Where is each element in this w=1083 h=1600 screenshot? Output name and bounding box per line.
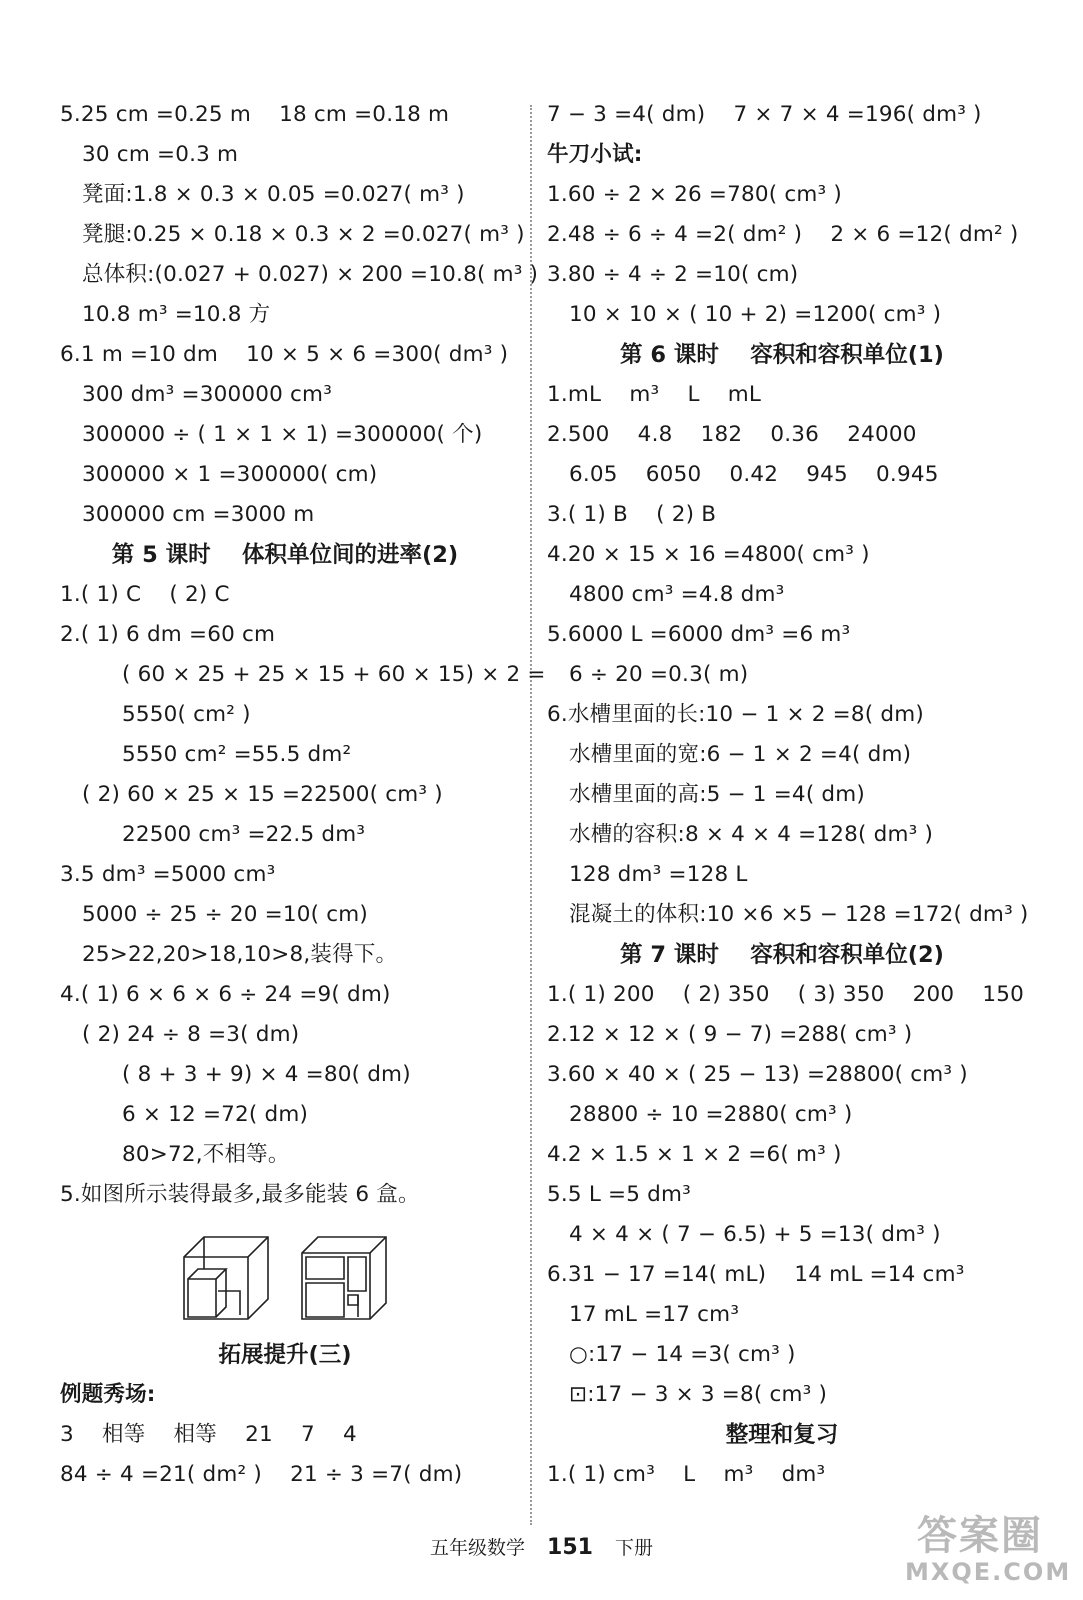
answer-line: 6.31 − 17 =14( mL) 14 mL =14 cm³	[547, 1262, 965, 1287]
answer-line: 300000 ÷ ( 1 × 1 × 1) =300000( 个)	[82, 422, 483, 447]
answer-line: 水槽里面的高:5 − 1 =4( dm)	[569, 782, 866, 807]
answer-line: 3.60 × 40 × ( 25 − 13) =28800( cm³ )	[547, 1062, 968, 1087]
section-heading: 第 7 课时 容积和容积单位(2)	[620, 942, 944, 968]
cube-edge-4	[306, 1283, 344, 1317]
cube-edge-3	[188, 1279, 216, 1317]
answer-line: 4800 cm³ =4.8 dm³	[569, 582, 785, 607]
answer-line: 混凝土的体积:10 ×6 ×5 − 128 =172( dm³ )	[569, 902, 1029, 927]
answer-line: 25>22,20>18,10>8,装得下。	[82, 942, 398, 967]
answer-line: 5550 cm² =55.5 dm²	[122, 742, 352, 767]
answer-line: 4.( 1) 6 × 6 × 6 ÷ 24 =9( dm)	[60, 982, 391, 1007]
answer-line: 5550( cm² )	[122, 702, 251, 727]
answer-line: 6.1 m =10 dm 10 × 5 × 6 =300( dm³ )	[60, 342, 509, 367]
cube-edge-3	[306, 1257, 344, 1279]
watermark-title: 答案圈	[917, 1513, 1043, 1559]
left-column	[60, 95, 546, 1495]
answer-line: 6.05 6050 0.42 945 0.945	[569, 462, 939, 487]
answer-line: 28800 ÷ 10 =2880( cm³ )	[569, 1102, 853, 1127]
answer-line: 4.20 × 15 × 16 =4800( cm³ )	[547, 542, 870, 567]
cube-edge-1	[184, 1237, 268, 1257]
answer-line: 凳腿:0.25 × 0.18 × 0.3 × 2 =0.027( m³ )	[82, 222, 525, 247]
section-heading: 第 6 课时 容积和容积单位(1)	[620, 342, 944, 368]
answer-line: 300000 cm =3000 m	[82, 502, 315, 527]
answer-line: 300 dm³ =300000 cm³	[82, 382, 333, 407]
page-number: 151	[547, 1535, 593, 1560]
answer-line: 300000 × 1 =300000( cm)	[82, 462, 378, 487]
answer-line: 1.60 ÷ 2 × 26 =780( cm³ )	[547, 182, 842, 207]
answer-line: 128 dm³ =128 L	[569, 862, 748, 887]
answer-line: 2.12 × 12 × ( 9 − 7) =288( cm³ )	[547, 1022, 913, 1047]
answer-line: 1.( 1) C ( 2) C	[60, 582, 230, 607]
watermark	[905, 1513, 1072, 1592]
section-heading: 第 5 课时 体积单位间的进率(2)	[111, 542, 459, 568]
answer-line: 总体积:(0.027 + 0.027) × 200 =10.8( m³ )	[82, 262, 539, 287]
footer-subject: 五年级数学	[430, 1537, 526, 1559]
answer-line: 5000 ÷ 25 ÷ 20 =10( cm)	[82, 902, 368, 927]
answer-line: 80>72,不相等。	[122, 1142, 290, 1167]
answer-line: 7 − 3 =4( dm) 7 × 7 × 4 =196( dm³ )	[547, 102, 982, 127]
box-figure-2	[298, 1229, 390, 1321]
right-column	[547, 95, 1029, 1495]
answer-line: 10.8 m³ =10.8 方	[82, 302, 271, 327]
answer-line: 4.2 × 1.5 × 1 × 2 =6( m³ )	[547, 1142, 842, 1167]
cube-edge-4	[188, 1269, 226, 1279]
answer-line: 22500 cm³ =22.5 dm³	[122, 822, 366, 847]
answer-line: ( 2) 24 ÷ 8 =3( dm)	[82, 1022, 300, 1047]
answer-line: 6.水槽里面的长:10 − 1 × 2 =8( dm)	[547, 702, 924, 727]
answer-line: 2.( 1) 6 dm =60 cm	[60, 622, 276, 647]
answer-line: ( 2) 60 × 25 × 15 =22500( cm³ )	[82, 782, 443, 807]
answer-line: 凳面:1.8 × 0.3 × 0.05 =0.027( m³ )	[82, 182, 465, 207]
answer-line: 84 ÷ 4 =21( dm² ) 21 ÷ 3 =7( dm)	[60, 1462, 463, 1487]
answer-line: ( 8 + 3 + 9) × 4 =80( dm)	[122, 1062, 411, 1087]
answer-line: 3.80 ÷ 4 ÷ 2 =10( cm)	[547, 262, 799, 287]
answer-line: 6 ÷ 20 =0.3( m)	[569, 662, 749, 687]
answer-line: 2.48 ÷ 6 ÷ 4 =2( dm² ) 2 × 6 =12( dm² )	[547, 222, 1019, 247]
answer-line: 5.6000 L =6000 dm³ =6 m³	[547, 622, 851, 647]
answer-line: 4 × 4 × ( 7 − 6.5) + 5 =13( dm³ )	[569, 1222, 941, 1247]
answer-line: 5.如图所示装得最多,最多能装 6 盒。	[60, 1182, 420, 1207]
column-divider	[530, 105, 532, 1525]
answer-line: 1.( 1) cm³ L m³ dm³	[547, 1462, 826, 1487]
answer-line: 6 × 12 =72( dm)	[122, 1102, 309, 1127]
cube-edge-5	[216, 1269, 226, 1317]
answer-line: 17 mL =17 cm³	[569, 1302, 740, 1327]
answer-line: ⊡:17 − 3 × 3 =8( cm³ )	[569, 1382, 828, 1407]
answer-line: ○:17 − 14 =3( cm³ )	[569, 1342, 796, 1367]
answer-line: 1.( 1) 200 ( 2) 350 ( 3) 350 200 150	[547, 982, 1025, 1007]
answer-line: 水槽里面的宽:6 − 1 × 2 =4( dm)	[569, 742, 912, 767]
answer-line: 5.5 L =5 dm³	[547, 1182, 691, 1207]
answer-line: 1.mL m³ L mL	[547, 382, 762, 407]
answer-line: 3.5 dm³ =5000 cm³	[60, 862, 276, 887]
answer-line: 30 cm =0.3 m	[82, 142, 239, 167]
answer-line: ( 60 × 25 + 25 × 15 + 60 × 15) × 2 =	[122, 662, 546, 687]
answer-line: 3.( 1) B ( 2) B	[547, 502, 717, 527]
subsection-label: 例题秀场:	[60, 1382, 156, 1407]
subsection-label: 牛刀小试:	[547, 142, 643, 167]
cube-edge-5	[348, 1257, 366, 1291]
answer-line: 10 × 10 × ( 10 + 2) =1200( cm³ )	[569, 302, 942, 327]
answer-line: 2.500 4.8 182 0.36 24000	[547, 422, 917, 447]
box-packing-figures	[60, 1215, 510, 1335]
section-heading: 拓展提升(三)	[218, 1342, 352, 1368]
answer-line: 5.25 cm =0.25 m 18 cm =0.18 m	[60, 102, 450, 127]
answer-line: 3 相等 相等 21 7 4	[60, 1422, 357, 1447]
footer-volume: 下册	[614, 1537, 653, 1559]
watermark-url: MXQE.COM	[905, 1558, 1072, 1586]
cube-edge-6	[348, 1295, 358, 1305]
section-heading: 整理和复习	[725, 1422, 839, 1448]
answer-line: 水槽的容积:8 × 4 × 4 =128( dm³ )	[569, 822, 934, 847]
box-figure-1	[180, 1229, 272, 1321]
